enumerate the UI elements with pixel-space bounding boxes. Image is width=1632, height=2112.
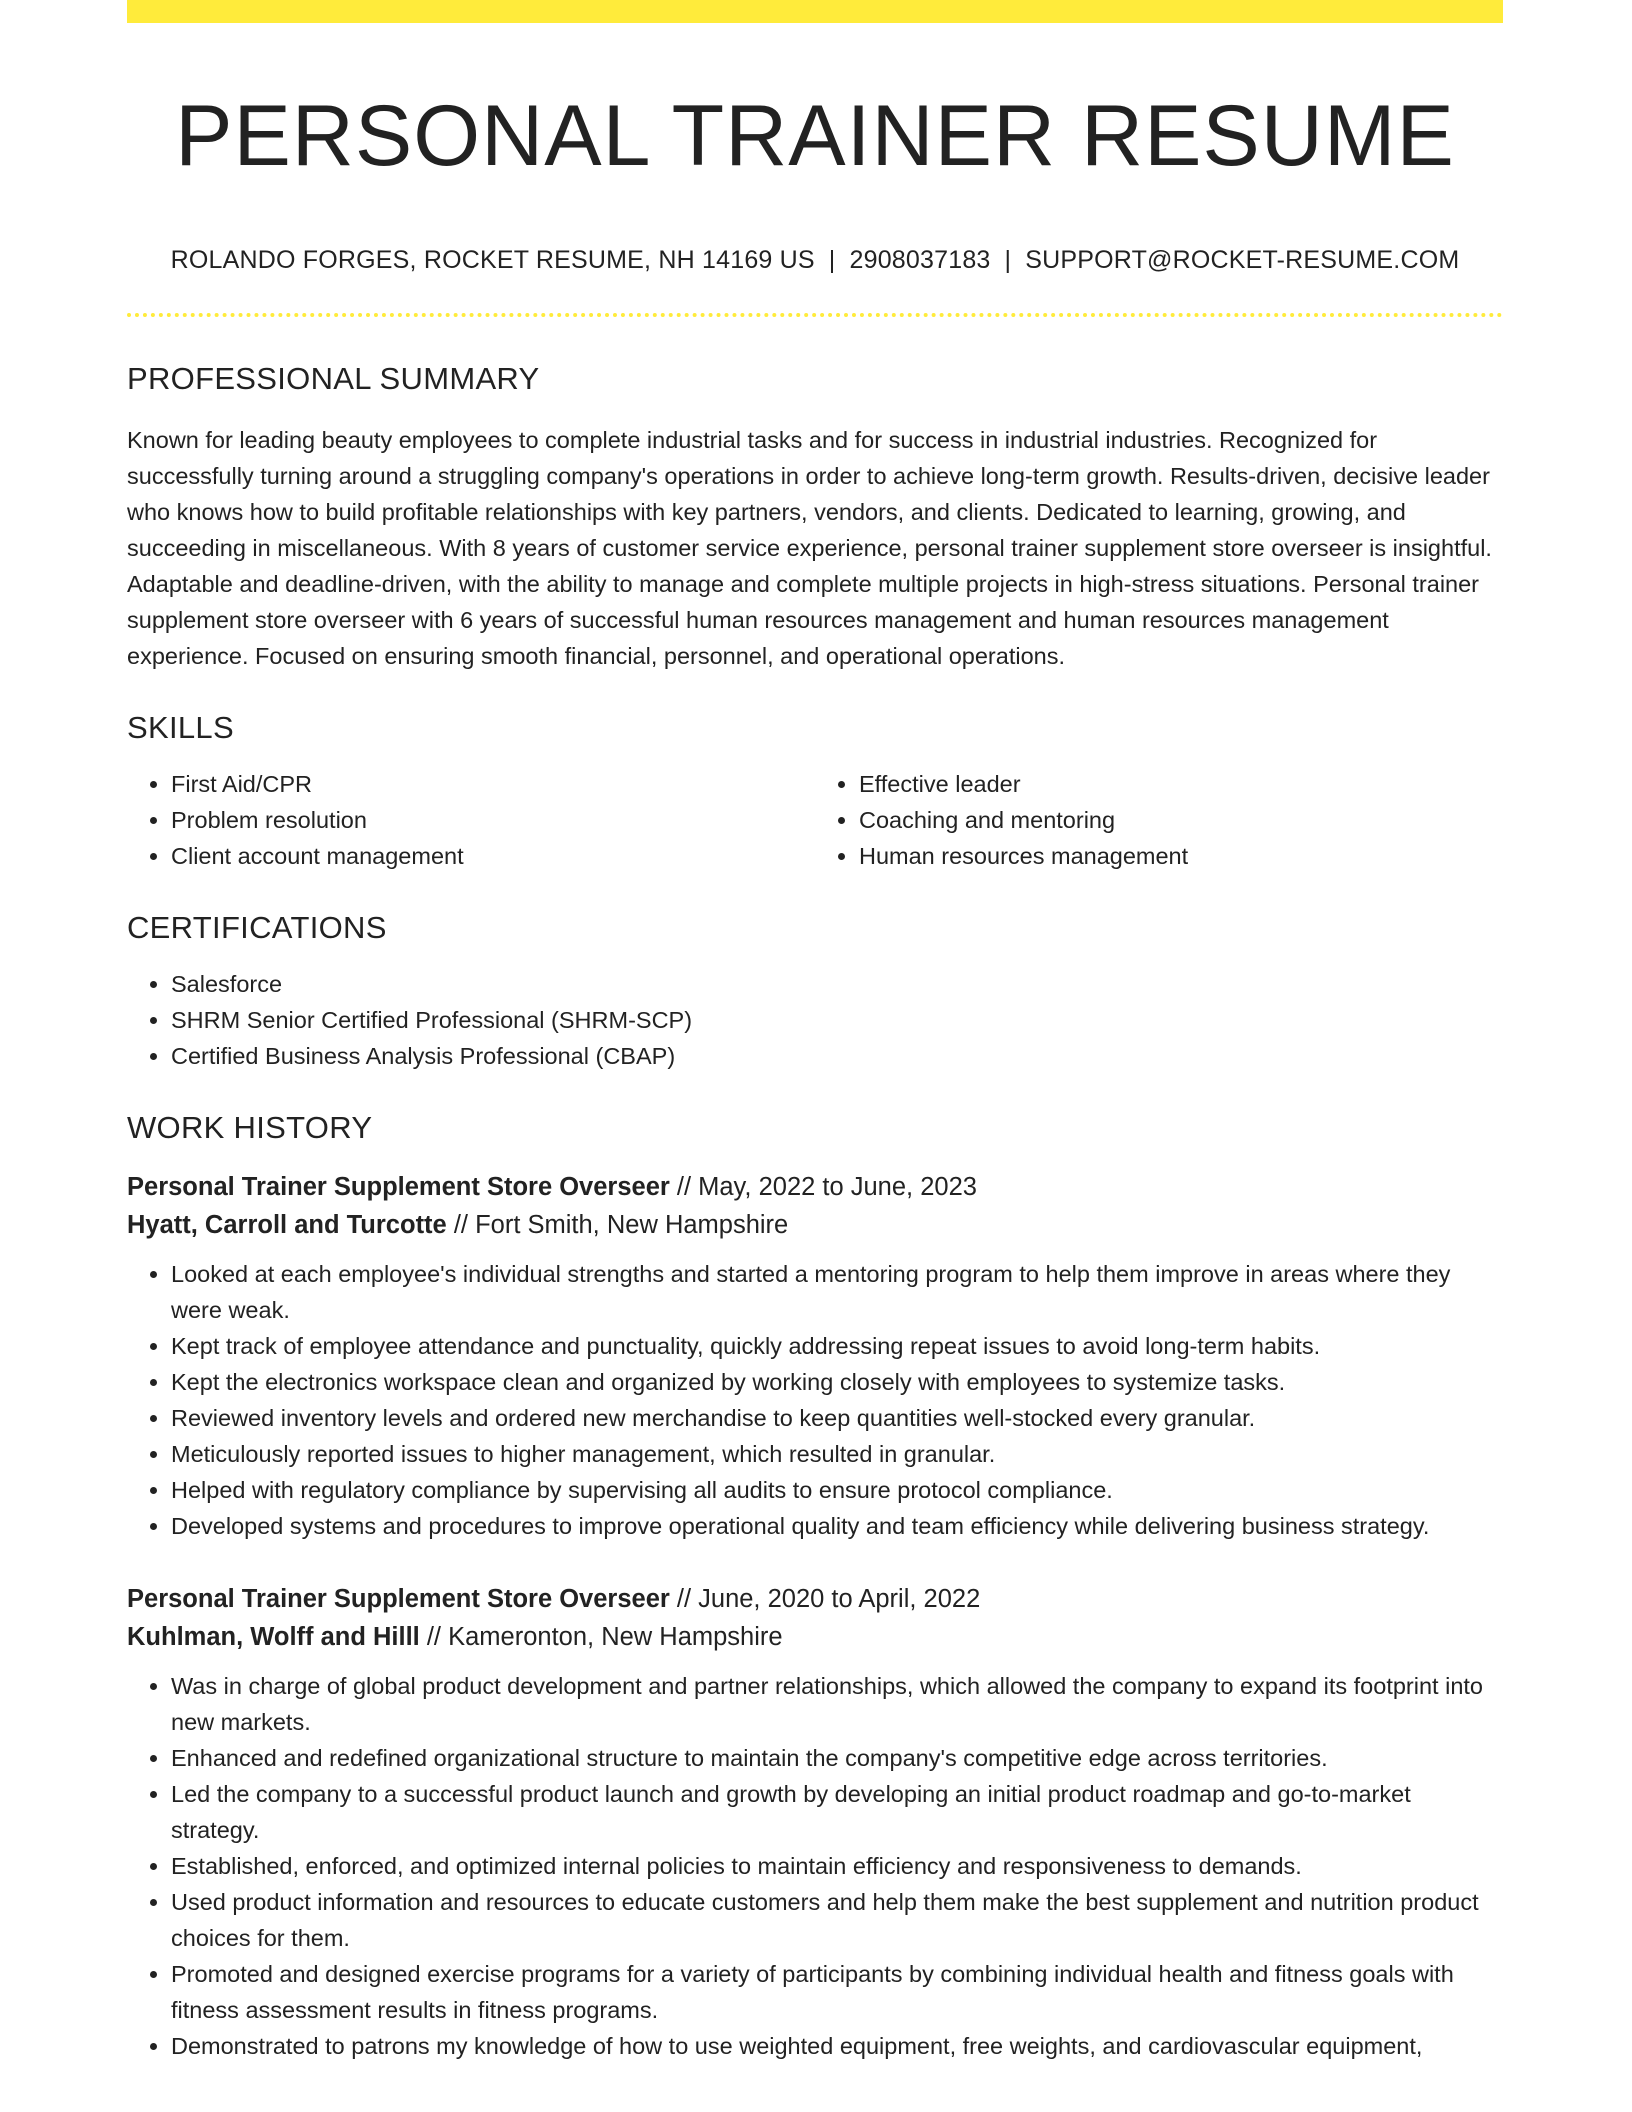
job-bullet: • Kept the electronics workspace clean and organized by working closely with employees to systemize tasks. xyxy=(171,1364,1503,1400)
work-history-heading: WORK HISTORY xyxy=(127,1110,373,1146)
job-position-line xyxy=(127,1580,1503,1618)
skills-column-left xyxy=(127,766,815,874)
contact-address: ROLANDO FORGES, ROCKET RESUME, NH 14169 US xyxy=(170,246,815,275)
job-bullet: • Developed systems and procedures to improve operational quality and team efficiency while delivering business strategy. xyxy=(171,1508,1503,1544)
job-bullet: • Kept track of employee attendance and punctuality, quickly addressing repeat issues to avoid long-term habits. xyxy=(171,1328,1503,1364)
job-bullet: • Promoted and designed exercise programs for a variety of participants by combining individual health and fitness goals with fitness assessment results in fitness programs. xyxy=(171,1956,1503,2028)
skills-heading: SKILLS xyxy=(127,710,234,746)
certifications-heading: CERTIFICATIONS xyxy=(127,910,387,946)
job-bullet-list xyxy=(127,1668,1503,2064)
job-bullet: • Helped with regulatory compliance by supervising all audits to ensure protocol compliance. xyxy=(171,1472,1503,1508)
job-dates: // May, 2022 to June, 2023 xyxy=(669,1173,977,1202)
summary-text: Known for leading beauty employees to complete industrial tasks and for success in industrial industries. Recognized for successfully turning around a struggling company's operations in order to achieve long-term growth. Results-driven, decisive leader who knows how to build profitable relationships with key partners, vendors, and clients. Dedicated to learning, growing, and succeeding in miscellaneous. With 8 years of customer service experience, personal trainer supplement store overseer is insightful. Adaptable and deadline-driven, with the ability to manage and complete multiple projects in high-stress situations. Personal trainer supplement store overseer with 6 years of successful human resources management and human resources management experience. Focused on ensuring smooth financial, personnel, and operational operations. xyxy=(127,427,1492,670)
job-company: Hyatt, Carroll and Turcotte xyxy=(127,1211,447,1240)
skill-item: • Human resources management xyxy=(859,838,1503,874)
job-bullet: • Was in charge of global product development and partner relationships, which allowed the company to expand its footprint into new markets. xyxy=(171,1668,1503,1740)
certification-item: • SHRM Senior Certified Professional (SHRM-SCP) xyxy=(171,1002,1503,1038)
job-bullet: • Reviewed inventory levels and ordered new merchandise to keep quantities well-stocked every granular. xyxy=(171,1400,1503,1436)
certification-item: • Certified Business Analysis Professional (CBAP) xyxy=(171,1038,1503,1074)
job-bullet: • Meticulously reported issues to higher management, which resulted in granular. xyxy=(171,1436,1503,1472)
job-location: // Kameronton, New Hampshire xyxy=(419,1623,783,1652)
dotted-divider xyxy=(127,313,1503,317)
job-bullet: • Led the company to a successful product launch and growth by developing an initial product roadmap and go-to-market strategy. xyxy=(171,1776,1503,1848)
job-entry xyxy=(127,1168,1503,1544)
contact-separator: | xyxy=(828,246,836,275)
job-company-line xyxy=(127,1618,1503,1656)
certification-item: • Salesforce xyxy=(171,966,1503,1002)
job-bullet: • Established, enforced, and optimized internal policies to maintain efficiency and responsiveness to demands. xyxy=(171,1848,1503,1884)
contact-phone: 2908037183 xyxy=(849,246,991,275)
summary-heading: PROFESSIONAL SUMMARY xyxy=(127,361,540,397)
job-company-line xyxy=(127,1206,1503,1244)
resume-page xyxy=(127,0,1503,2064)
job-location: // Fort Smith, New Hampshire xyxy=(446,1211,789,1240)
skills-list xyxy=(127,766,1503,874)
skill-item: • Client account management xyxy=(171,838,815,874)
contact-line xyxy=(127,246,1503,275)
job-position-line xyxy=(127,1168,1503,1206)
certifications-list xyxy=(127,966,1503,1074)
job-position: Personal Trainer Supplement Store Overseer xyxy=(127,1585,670,1614)
skills-column-right xyxy=(815,766,1503,874)
accent-bar xyxy=(127,0,1503,23)
job-company: Kuhlman, Wolff and Hilll xyxy=(127,1623,420,1652)
job-bullet: • Looked at each employee's individual strengths and started a mentoring program to help them improve in areas where they were weak. xyxy=(171,1256,1503,1328)
job-bullet-list xyxy=(127,1256,1503,1544)
job-position: Personal Trainer Supplement Store Overseer xyxy=(127,1173,670,1202)
job-bullet: • Used product information and resources to educate customers and help them make the best supplement and nutrition product choices for them. xyxy=(171,1884,1503,1956)
resume-title: PERSONAL TRAINER RESUME xyxy=(175,88,1455,184)
contact-separator: | xyxy=(1004,246,1012,275)
skill-item: • First Aid/CPR xyxy=(171,766,815,802)
contact-email: SUPPORT@ROCKET-RESUME.COM xyxy=(1025,246,1460,275)
job-entry xyxy=(127,1580,1503,2064)
job-bullet: • Demonstrated to patrons my knowledge of how to use weighted equipment, free weights, and cardiovascular equipment, xyxy=(171,2028,1503,2064)
skill-item: • Problem resolution xyxy=(171,802,815,838)
job-dates: // June, 2020 to April, 2022 xyxy=(669,1585,981,1614)
job-bullet: • Enhanced and redefined organizational structure to maintain the company's competitive edge across territories. xyxy=(171,1740,1503,1776)
skill-item: • Effective leader xyxy=(859,766,1503,802)
skill-item: • Coaching and mentoring xyxy=(859,802,1503,838)
